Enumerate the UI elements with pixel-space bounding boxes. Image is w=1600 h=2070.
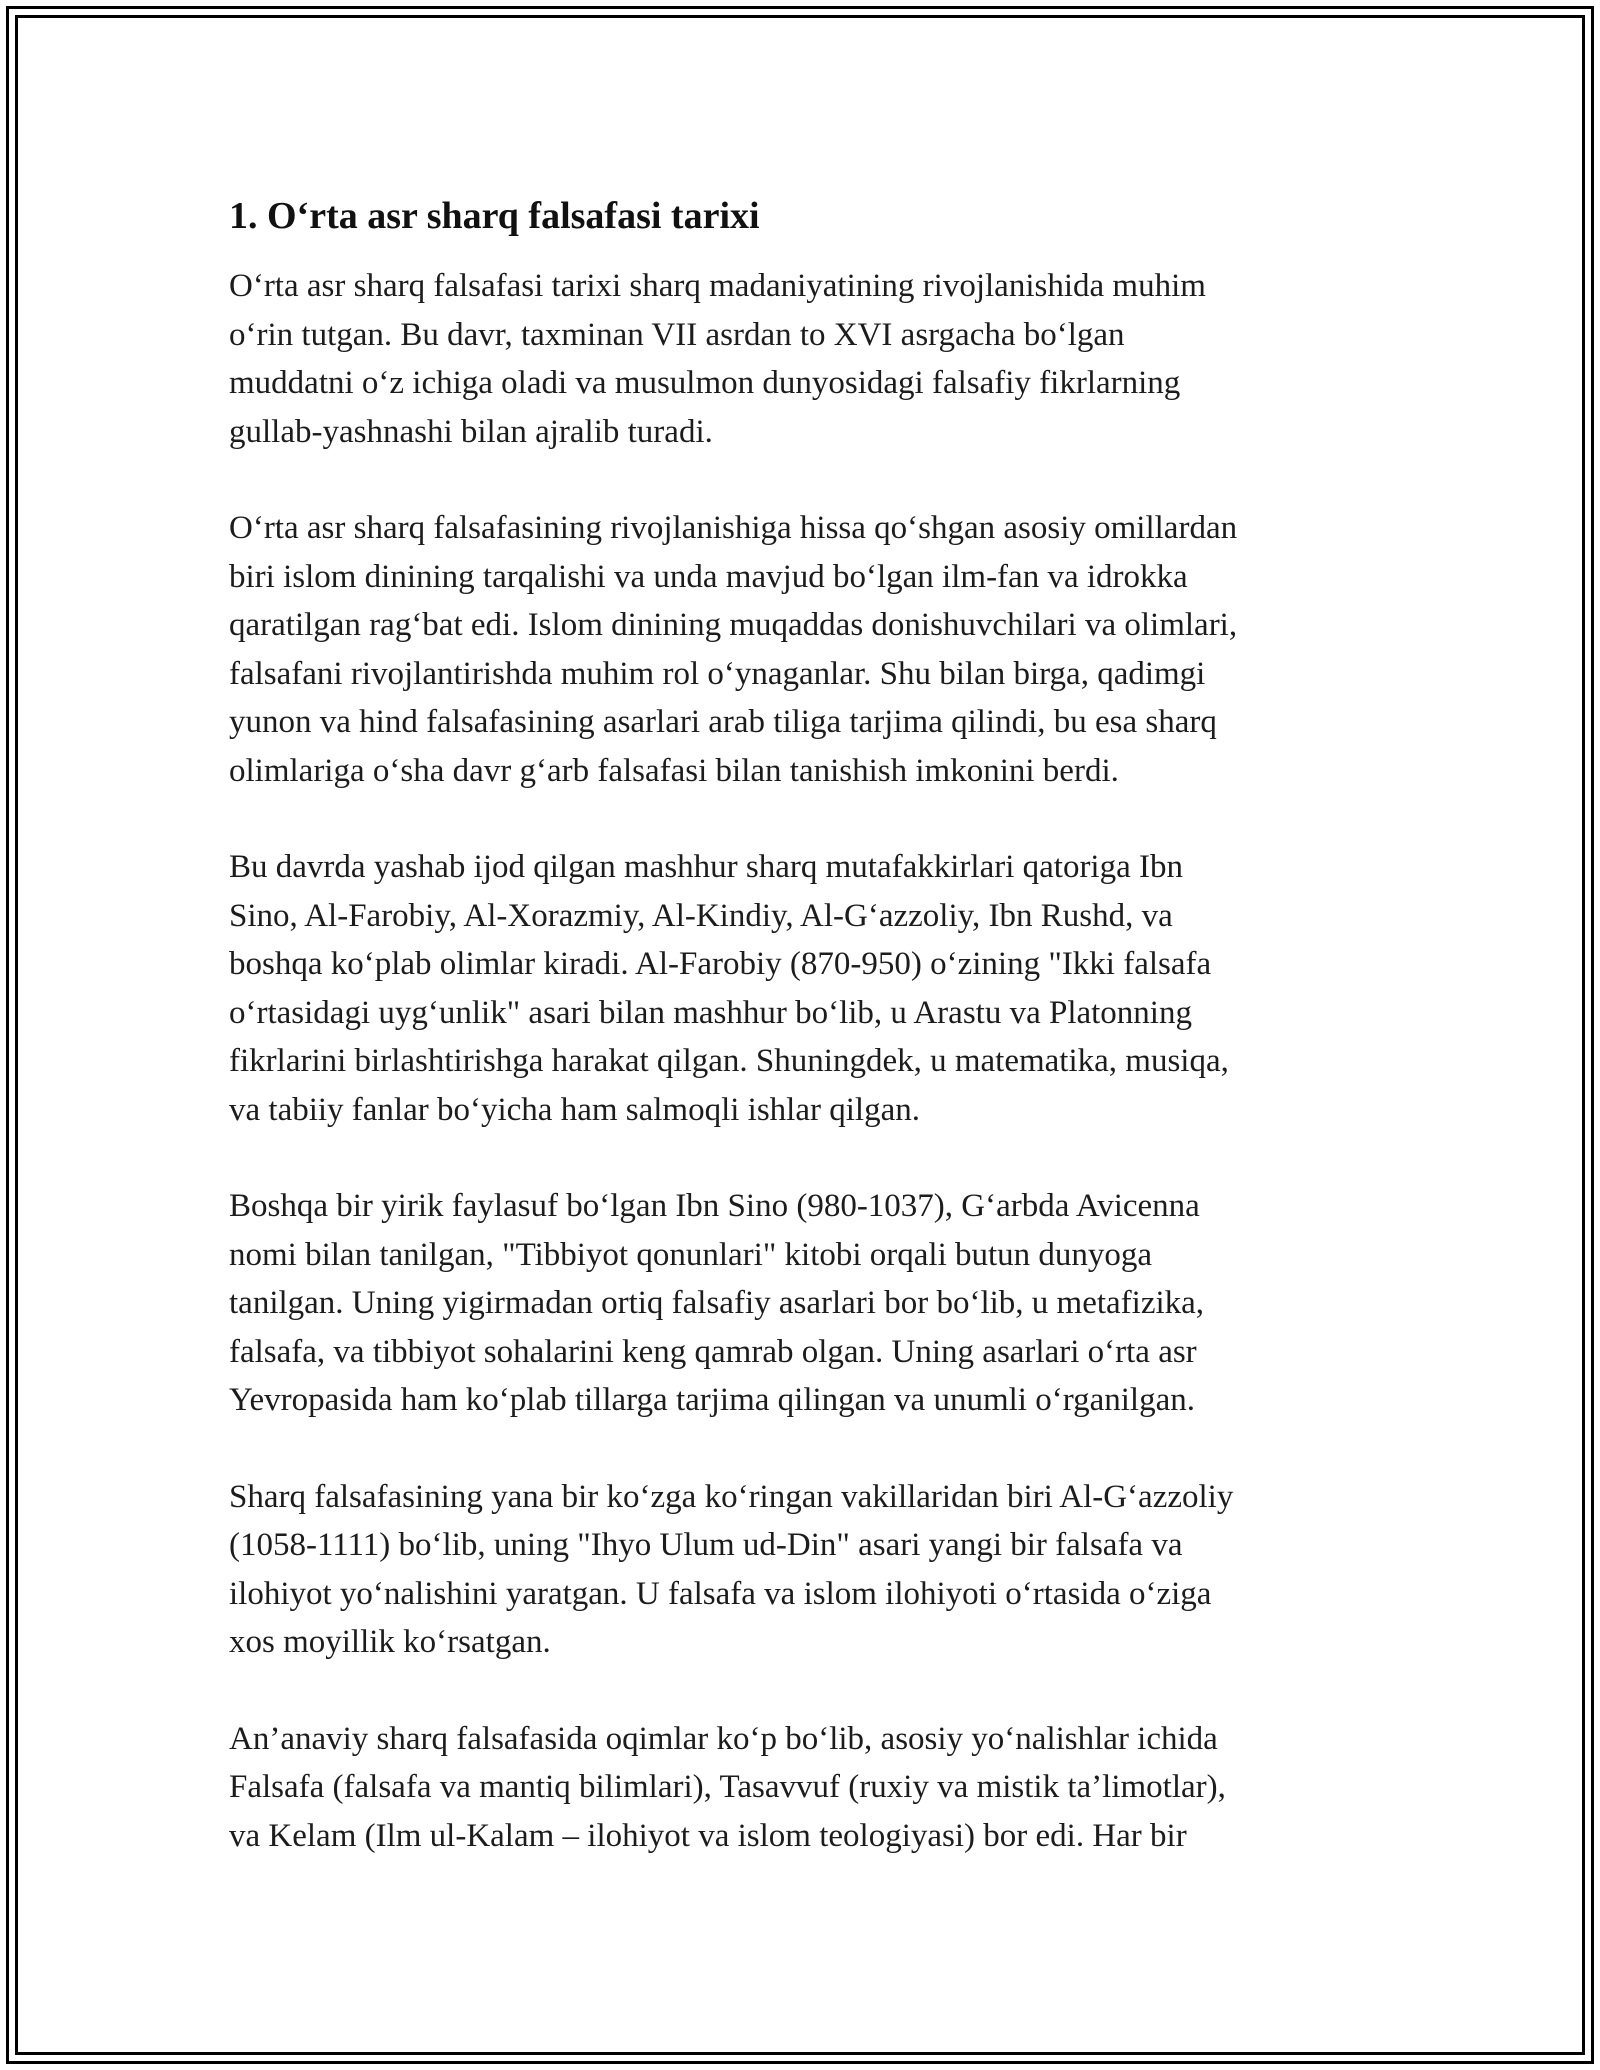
text-line: muddatni o‘z ichiga oladi va musulmon dunyosidagi falsafiy fikrlarning	[229, 365, 1181, 401]
text-line: falsafani rivojlantirishda muhim rol o‘ynaganlar. Shu bilan birga, qadimgi	[229, 655, 1206, 692]
text-line: An’anaviy sharq falsafasida oqimlar ko‘p bo‘lib, asosiy yo‘nalishlar ichida	[229, 1720, 1218, 1757]
paragraph-3	[229, 843, 1369, 1134]
text-line: Bu davrda yashab ijod qilgan mashhur sharq mutafakkirlari qatoriga Ibn	[229, 849, 1183, 885]
text-line: Yevropasida ham ko‘plab tillarga tarjima qilingan va unumli o‘rganilgan.	[229, 1382, 1195, 1418]
text-line: yunon va hind falsafasining asarlari arab tiliga tarjima qilindi, bu esa sharq	[229, 704, 1217, 740]
document-body	[229, 192, 1369, 1908]
text-line: Sharq falsafasining yana bir ko‘zga ko‘ringan vakillaridan biri Al-G‘azzoliy	[229, 1478, 1234, 1515]
text-line: Sino, Al-Farobiy, Al-Xorazmiy, Al-Kindiy, Al-G‘azzoliy, Ibn Rushd, va	[229, 897, 1173, 934]
paragraph-2	[229, 504, 1369, 795]
text-line: Boshqa bir yirik faylasuf bo‘lgan Ibn Sino (980-1037), G‘arbda Avicenna	[229, 1188, 1200, 1224]
section-heading: 1. O‘rta asr sharq falsafasi tarixi	[229, 195, 760, 237]
text-line: biri islom dinining tarqalishi va unda mavjud bo‘lgan ilm-fan va idrokka	[229, 558, 1188, 595]
text-line: qaratilgan rag‘bat edi. Islom dinining muqaddas donishuvchilari va olimlari,	[229, 607, 1238, 643]
text-line: tanilgan. Uning yigirmadan ortiq falsafiy asarlari bor bo‘lib, u metafizika,	[229, 1285, 1205, 1321]
text-line: olimlariga o‘sha davr g‘arb falsafasi bilan tanishish imkonini berdi.	[229, 752, 1119, 789]
text-line: o‘rtasidagi uyg‘unlik" asari bilan mashhur bo‘lib, u Arastu va Platonning	[229, 994, 1192, 1031]
text-line: o‘rin tutgan. Bu davr, taxminan VII asrdan to XVI asrgacha bo‘lgan	[229, 316, 1125, 353]
text-line: falsafa, va tibbiyot sohalarini keng qamrab olgan. Uning asarlari o‘rta asr	[229, 1333, 1197, 1370]
text-line: O‘rta asr sharq falsafasi tarixi sharq madaniyatining rivojlanishida muhim	[229, 268, 1206, 304]
paragraph-4	[229, 1182, 1369, 1425]
paragraph-5	[229, 1473, 1369, 1667]
text-line: (1058-1111) bo‘lib, uning "Ihyo Ulum ud-Din" asari yangi bir falsafa va	[229, 1527, 1183, 1563]
paragraph-1	[229, 262, 1369, 456]
text-line: Falsafa (falsafa va mantiq bilimlari), Tasavvuf (ruxiy va mistik ta’limotlar),	[229, 1769, 1226, 1805]
text-line: va tabiiy fanlar bo‘yicha ham salmoqli ishlar qilgan.	[229, 1091, 920, 1128]
text-line: boshqa ko‘plab olimlar kiradi. Al-Farobiy (870-950) o‘zining "Ikki falsafa	[229, 946, 1212, 982]
text-line: fikrlarini birlashtirishga harakat qilgan. Shuningdek, u matematika, musiqa,	[229, 1043, 1229, 1079]
text-line: va Kelam (Ilm ul-Kalam – ilohiyot va islom teologiyasi) bor edi. Har bir	[229, 1817, 1187, 1854]
text-line: O‘rta asr sharq falsafasining rivojlanishiga hissa qo‘shgan asosiy omillardan	[229, 510, 1238, 546]
text-line: ilohiyot yo‘nalishini yaratgan. U falsafa va islom ilohiyoti o‘rtasida o‘ziga	[229, 1575, 1212, 1612]
text-line: nomi bilan tanilgan, "Tibbiyot qonunlari" kitobi orqali butun dunyoga	[229, 1236, 1153, 1273]
text-line: gullab-yashnashi bilan ajralib turadi.	[229, 413, 713, 450]
text-line: xos moyillik ko‘rsatgan.	[229, 1624, 551, 1660]
paragraph-6	[229, 1715, 1369, 1861]
